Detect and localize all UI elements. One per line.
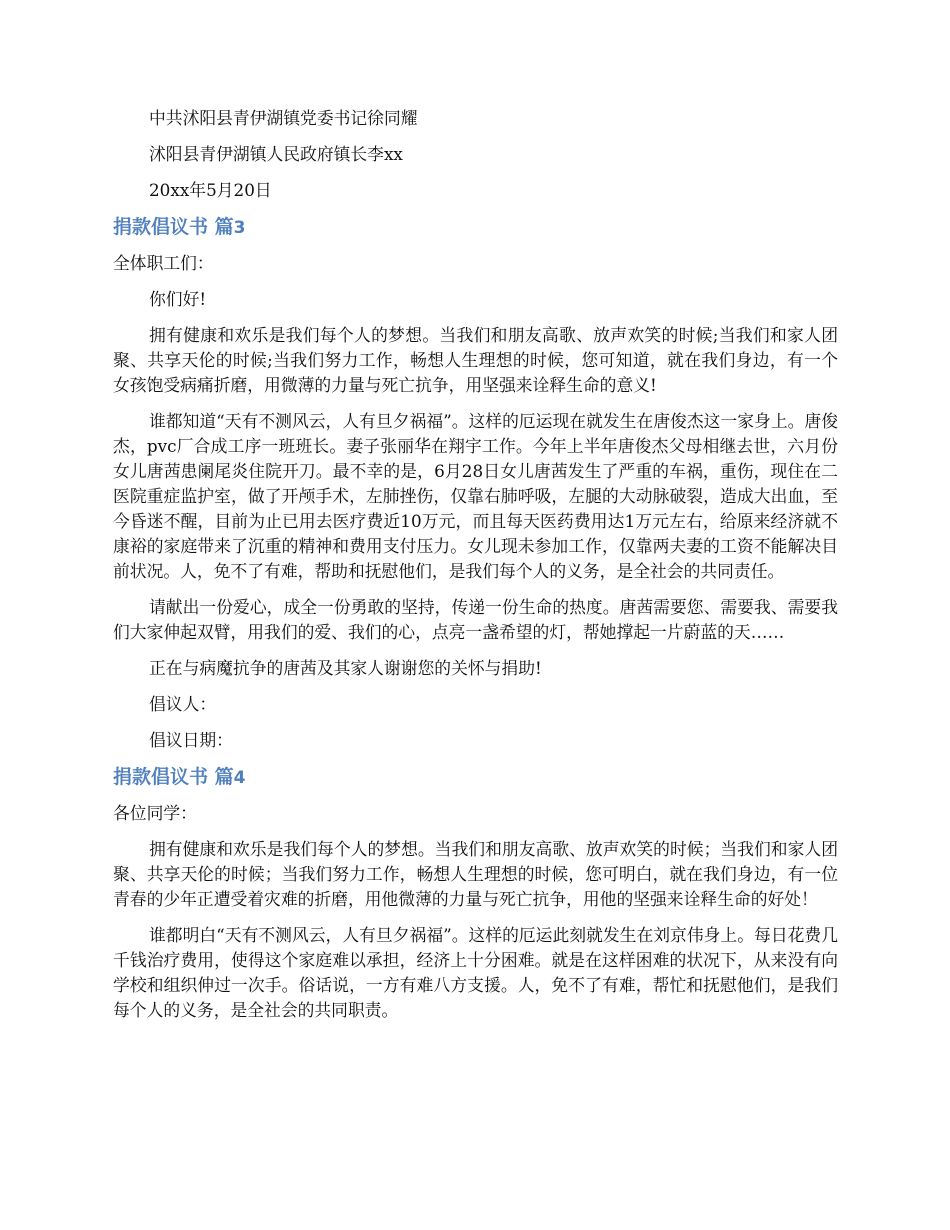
signature-date: 20xx年5月20日 [149,180,272,200]
signature-party-secretary: 中共沭阳县青伊湖镇党委书记徐同耀 [149,108,418,128]
section-4-number: 4 [233,768,246,788]
section-3-greeting: 你们好! [149,289,207,309]
section-3-title: 捐款倡议书 篇 [113,216,234,238]
section-4-paragraph-2: 谁都明白“天有不测风云，人有旦夕祸福”。这样的厄运此刻就发生在刘京伟身上。每日花费几千钱治疗费用，使得这个家庭难以承担，经济上十分困难。就是在这样困难的状况下，从来没有向学校和组织伸过一次手。俗话说，一方有难八方支援。人，免不了有难，帮忙和抚慰他们，是我们每个人的义务，是全社会的共同职责。 [113,925,838,1020]
section-4-heading [113,764,838,791]
section-3-paragraph-3: 请献出一份爱心，成全一份勇敢的坚持，传递一份生命的热度。唐茜需要您、需要我、需要我们大家伸起双臂，用我们的爱、我们的心，点亮一盏希望的灯，帮她撑起一片蔚蓝的天…… [113,597,838,642]
section-3-number: 3 [233,218,246,238]
section-3-heading [113,214,838,241]
section-3-paragraph-1: 拥有健康和欢乐是我们每个人的梦想。当我们和朋友高歌、放声欢笑的时候;当我们和家人团聚、共享天伦的时候;当我们努力工作，畅想人生理想的时候，您可知道，就在我们身边，有一个女孩饱受病痛折磨，用微薄的力量与死亡抗争，用坚强来诠释生命的意义! [113,325,838,395]
section-3-paragraph-2: 谁都知道“天有不测风云，人有旦夕祸福”。这样的厄运现在就发生在唐俊杰这一家身上。唐俊杰，pvc厂合成工序一班班长。妻子张丽华在翔宇工作。今年上半年唐俊杰父母相继去世，六月份女儿唐茜患阑尾炎住院开刀。最不幸的是，6月28日女儿唐茜发生了严重的车祸，重伤，现住在二医院重症监护室，做了开颅手术，左肺挫伤，仅靠右肺呼吸，左腿的大动脉破裂，造成大出血，至今昏迷不醒，目前为止已用去医疗费近10万元，而且每天医药费用达1万元左右，给原来经济就不康裕的家庭带来了沉重的精神和费用支付压力。女儿现未参加工作，仅靠两夫妻的工资不能解决目前状况。人，免不了有难，帮助和抚慰他们，是我们每个人的义务，是全社会的共同责任。 [113,411,838,581]
section-3-paragraph-4: 正在与病魔抗争的唐茜及其家人谢谢您的关怀与捐助! [149,658,542,678]
section-4-paragraph-1: 拥有健康和欢乐是我们每个人的梦想。当我们和朋友高歌、放声欢笑的时候；当我们和家人团聚、共享天伦的时候；当我们努力工作，畅想人生理想的时候，您可明白，就在我们身边，有一位青春的少年正遭受着灾难的折磨，用他微薄的力量与死亡抗争，用他的坚强来诠释生命的好处！ [113,839,838,909]
section-3-date: 倡议日期： [149,730,233,750]
section-3-proposer: 倡议人： [149,694,217,714]
section-4-title: 捐款倡议书 篇 [113,766,234,788]
signature-town-mayor: 沭阳县青伊湖镇人民政府镇长李xx [149,144,403,164]
section-3-salutation: 全体职工们： [113,253,214,273]
section-4-salutation: 各位同学： [113,803,197,823]
